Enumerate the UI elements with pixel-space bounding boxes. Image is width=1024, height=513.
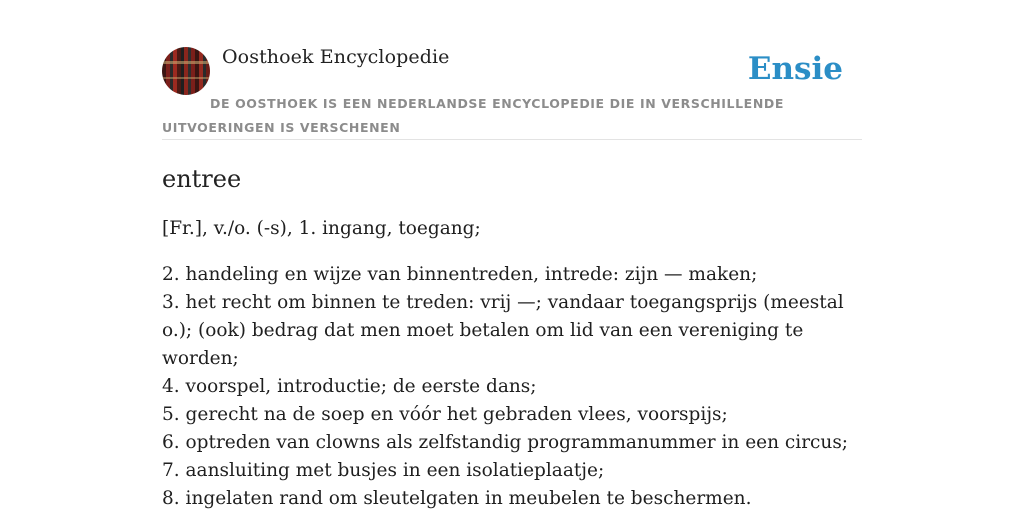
page-container: [162, 46, 862, 513]
sense-item: 5. gerecht na de soep en vóór het gebraden vlees, voorspijs;: [162, 404, 728, 425]
encyclopedia-avatar[interactable]: [162, 47, 210, 95]
sense-item: 2. handeling en wijze van binnentreden, intrede: zijn — maken;: [162, 264, 758, 285]
entry-lead: [Fr.], v./o. (-s), 1. ingang, toegang;: [162, 218, 481, 239]
sense-item: 8. ingelaten rand om sleutelgaten in meubelen te beschermen.: [162, 488, 752, 509]
site-title[interactable]: Oosthoek Encyclopedie: [222, 46, 450, 68]
sense-item: 6. optreden van clowns als zelfstandig programmanummer in een circus;: [162, 432, 849, 453]
entry-term: entree: [162, 165, 242, 193]
ensie-logo[interactable]: Ensie: [747, 51, 843, 87]
sense-item: 7. aansluiting met busjes in een isolatieplaatje;: [162, 460, 605, 481]
site-header: [162, 46, 862, 140]
site-tagline: DE OOSTHOEK IS EEN NEDERLANDSE ENCYCLOPEDIE DIE IN VERSCHILLENDE UITVOERINGEN IS VERSCHENEN: [162, 96, 784, 135]
sense-list: [162, 261, 862, 513]
sense-item: 4. voorspel, introductie; de eerste dans;: [162, 376, 537, 397]
sense-item: 3. het recht om binnen te treden: vrij —; vandaar toegangsprijs (meestal o.); (ook) bedrag dat men moet betalen om lid van een vereniging te worden;: [162, 292, 844, 369]
